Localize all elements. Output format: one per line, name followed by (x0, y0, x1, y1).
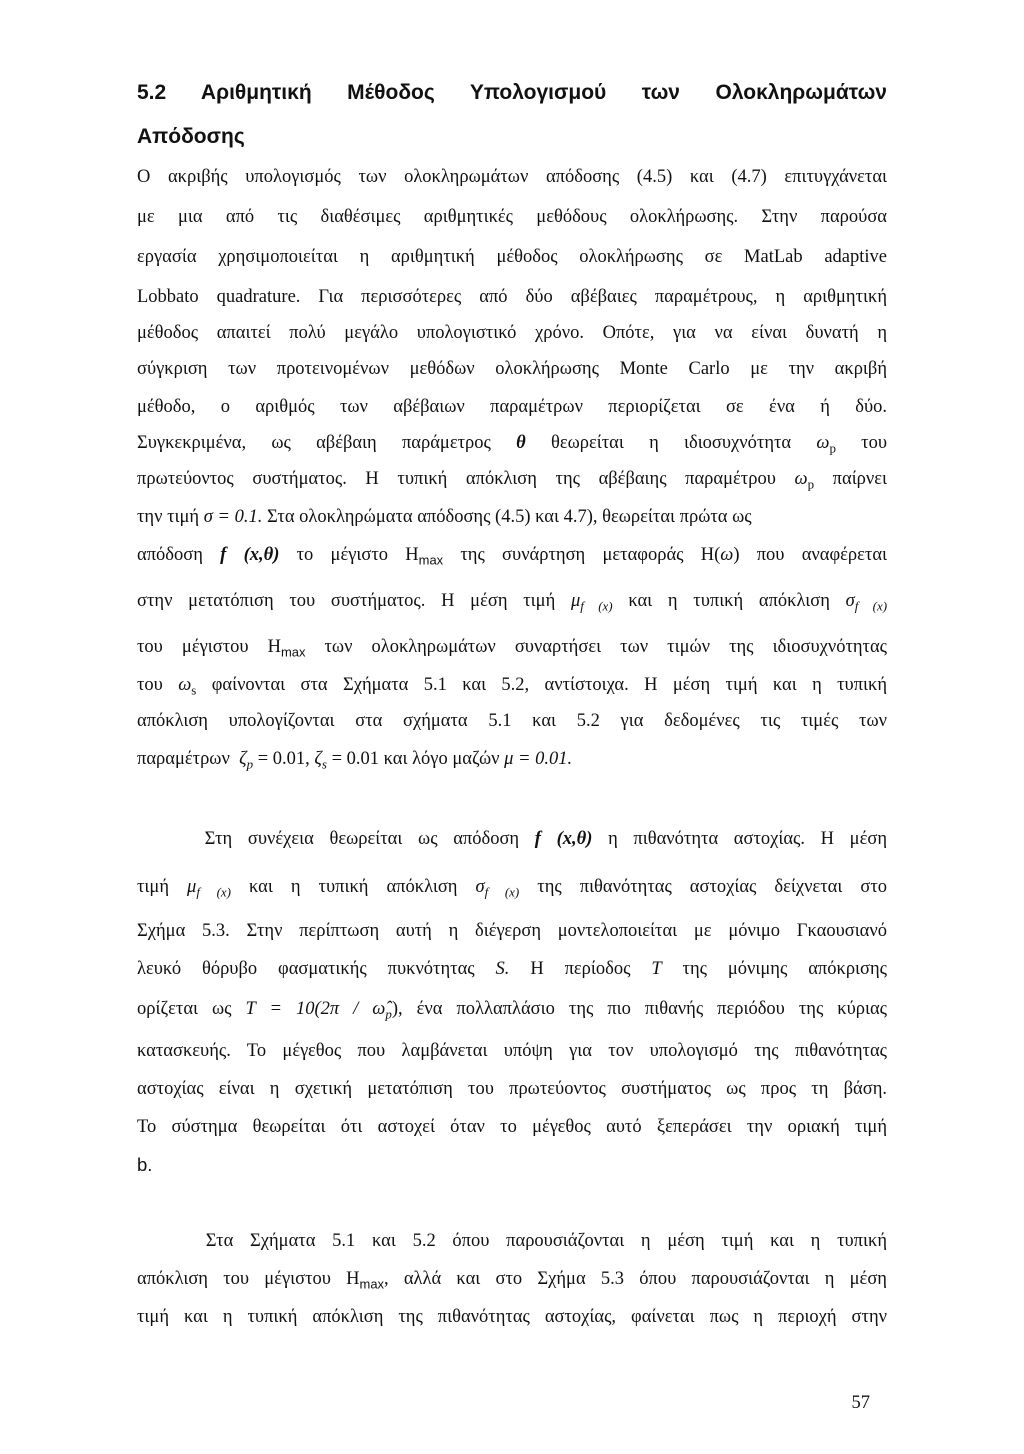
p1-line: μέθοδο, ο αριθμός των αβέβαιων παραμέτρων περιορίζεται σε ένα ή δύο. (137, 397, 887, 417)
sub: p (829, 440, 836, 456)
sub: s (191, 682, 197, 698)
section-heading: 5.2 Αριθμητική Μέθοδος Υπολογισμού των Ολοκληρωμάτων (137, 81, 887, 104)
omega-p-symbol (816, 433, 836, 456)
val: = 0.01 (326, 749, 379, 769)
text: η πιθανότητα αστοχίας. Η μέση (608, 829, 888, 849)
text: παραμέτρων (137, 749, 230, 769)
p2-line (137, 874, 887, 900)
sigma-eq: σ = 0.1. (203, 507, 263, 527)
omega-s-symbol (178, 675, 197, 698)
t-eq: T = 10(2π / ω̂ (245, 999, 386, 1019)
sub: p (385, 1006, 392, 1022)
omega: ω (794, 469, 808, 489)
text-part: ) που αναφέρεται (733, 545, 888, 565)
p1-line (137, 542, 887, 568)
section-heading-cont: Απόδοσης (137, 125, 245, 148)
sub: s (321, 756, 327, 772)
zeta-p: ζ (239, 749, 247, 769)
p3-line (137, 1266, 887, 1292)
mu: μ (187, 877, 197, 897)
p1-line (137, 634, 887, 660)
text: Στα ολοκληρώματα απόδοσης (4.5) και 4.7), θεωρείται πρώτα ως (266, 507, 752, 527)
sub: f (x) (196, 884, 231, 900)
mu-fx (187, 877, 231, 900)
p1-line: Ο ακριβής υπολογισμός των ολοκληρωμάτων απόδοσης (4.5) και (4.7) επιτυγχάνεται (137, 167, 887, 187)
text (137, 959, 509, 979)
text-part: Η περίοδος (530, 959, 631, 979)
omega-p-symbol (794, 469, 815, 492)
text: φαίνονται στα Σχήματα 5.1 και 5.2, αντίστοιχα. Η μέση τιμή και η τυπική (211, 675, 888, 695)
text: πρωτεύοντος συστήματος. Η τυπική απόκλιση της αβέβαιης παραμέτρου (137, 469, 776, 489)
p1-line: Lobbato quadrature. Για περισσότερες από δύο αβέβαιες παραμέτρους, η αριθμητική (137, 287, 887, 307)
text-part: του μέγιστου H (137, 637, 281, 657)
sub: p (807, 476, 815, 492)
p2-line (137, 996, 887, 1022)
mu: μ (570, 591, 581, 611)
text: της πιθανότητας αστοχίας δείχνεται στο (537, 877, 887, 897)
text-part: της συνάρτηση μεταφοράς H( (460, 545, 721, 565)
p3-line: τιμή και η τυπική απόκλιση της πιθανότητας αστοχίας, φαίνεται πως η περιοχή στην (137, 1307, 887, 1327)
p1-line (137, 466, 887, 492)
sub: f (x) (854, 598, 888, 614)
text: Συγκεκριμένα, ως αβέβαιη παράμετρος (137, 433, 491, 453)
sigma: σ (845, 591, 855, 611)
p1-line (137, 746, 887, 772)
text-part: το μέγιστο H (296, 545, 419, 565)
sub: max (359, 1276, 384, 1292)
p2-line (137, 956, 887, 982)
sub: max (280, 644, 306, 660)
text: του (137, 675, 163, 695)
sigma-fx (845, 591, 888, 614)
p1-line: απόκλιση υπολογίζονται στα σχήματα 5.1 και 5.2 για δεδομένες τις τιμές των (137, 711, 887, 731)
t-symbol: T (651, 959, 662, 979)
text-part: , αλλά και στο Σχήμα 5.3 όπου παρουσιάζονται η μέση (384, 1269, 887, 1289)
text: Στη συνέχεια θεωρείται ως απόδοση (204, 829, 520, 849)
p1-line: με μια από τις διαθέσιμες αριθμητικές μεθόδους ολοκλήρωσης. Στην παρούσα (137, 207, 887, 227)
mu-fx (570, 591, 613, 614)
text (137, 1269, 887, 1292)
f-x-theta: f (x,θ) (220, 545, 280, 565)
p2-line: αστοχίας είναι η σχετική μετατόπιση του πρωτεύοντος συστήματος ως προς τη βάση. (137, 1079, 887, 1099)
text-part: λευκό θόρυβο φασματικής πυκνότητας (137, 959, 475, 979)
text: Στα Σχήματα 5.1 και 5.2 όπου παρουσιάζονται η μέση τιμή και η τυπική (205, 1231, 887, 1251)
s-symbol: S. (495, 959, 510, 979)
text-part: , ένα πολλαπλάσιο της πιο πιθανής περιόδου της κύριας (398, 999, 887, 1019)
text-part: της μόνιμης απόκρισης (682, 959, 888, 979)
text: απόδοση (137, 545, 203, 565)
sub: max (418, 552, 444, 568)
text: στην μετατόπιση του συστήματος. Η μέση τιμή (137, 591, 556, 611)
text (460, 545, 887, 565)
text: παίρνει (832, 469, 888, 489)
text: την τιμή (137, 507, 200, 527)
text: θεωρείται η ιδιοσυχνότητα (550, 433, 792, 453)
text (530, 959, 887, 979)
text-part: απόκλιση του μέγιστου H (137, 1269, 360, 1289)
p3-line (137, 1228, 887, 1254)
val: = 0.01, (253, 749, 310, 769)
p1-line (137, 588, 887, 614)
text: των ολοκληρωμάτων συναρτήσει των τιμών της ιδιοσυχνότητας (324, 637, 888, 657)
sub: f (x) (484, 884, 520, 900)
sub: f (x) (580, 598, 613, 614)
text (137, 637, 306, 660)
p1-line: μέθοδος απαιτεί πολύ μεγάλο υπολογιστικό χρόνο. Οπότε, για να είναι δυνατή η (137, 323, 887, 343)
zeta-s: ζ (314, 749, 322, 769)
sigma: σ (475, 877, 485, 897)
omega: ω (816, 433, 830, 453)
text: του (861, 433, 888, 453)
p2-line: b. (137, 1154, 153, 1175)
text: ορίζεται ως (137, 999, 232, 1019)
p2-line (137, 826, 887, 852)
omega: ω (720, 545, 734, 565)
p2-line: κατασκευής. Το μέγεθος που λαμβάνεται υπόψη για τον υπολογισμό της πιθανότητας (137, 1041, 887, 1061)
page-number: 57 (851, 1393, 870, 1413)
text: και η τυπική απόκλιση (248, 877, 458, 897)
sub: p (246, 756, 254, 772)
sigma-fx (475, 877, 520, 900)
p2-line: Σχήμα 5.3. Στην περίπτωση αυτή η διέγερση μοντελοποιείται με μόνιμο Γκαουσιανό (137, 921, 887, 941)
p2-line: Το σύστημα θεωρείται ότι αστοχεί όταν το μέγεθος αυτό ξεπεράσει την οριακή τιμή (137, 1117, 887, 1137)
text: και η τυπική απόκλιση (628, 591, 830, 611)
close-paren: ) (391, 999, 398, 1019)
p1-line (137, 430, 887, 456)
omega: ω (178, 675, 192, 695)
mu-eq: μ = 0.01. (504, 749, 573, 769)
text (296, 545, 444, 568)
p1-line: εργασία χρησιμοποιείται η αριθμητική μέθοδος ολοκλήρωσης σε MatLab adaptive (137, 247, 887, 267)
p1-line (137, 672, 887, 698)
text: τιμή (137, 877, 170, 897)
t-equation (245, 999, 887, 1022)
text: και λόγο μαζών (383, 749, 500, 769)
f-x-theta: f (x,θ) (534, 829, 593, 849)
theta-symbol: θ (516, 433, 526, 453)
p1-line (137, 504, 887, 530)
p1-line: σύγκριση των προτεινομένων μεθόδων ολοκλήρωσης Monte Carlo με την ακριβή (137, 359, 887, 379)
